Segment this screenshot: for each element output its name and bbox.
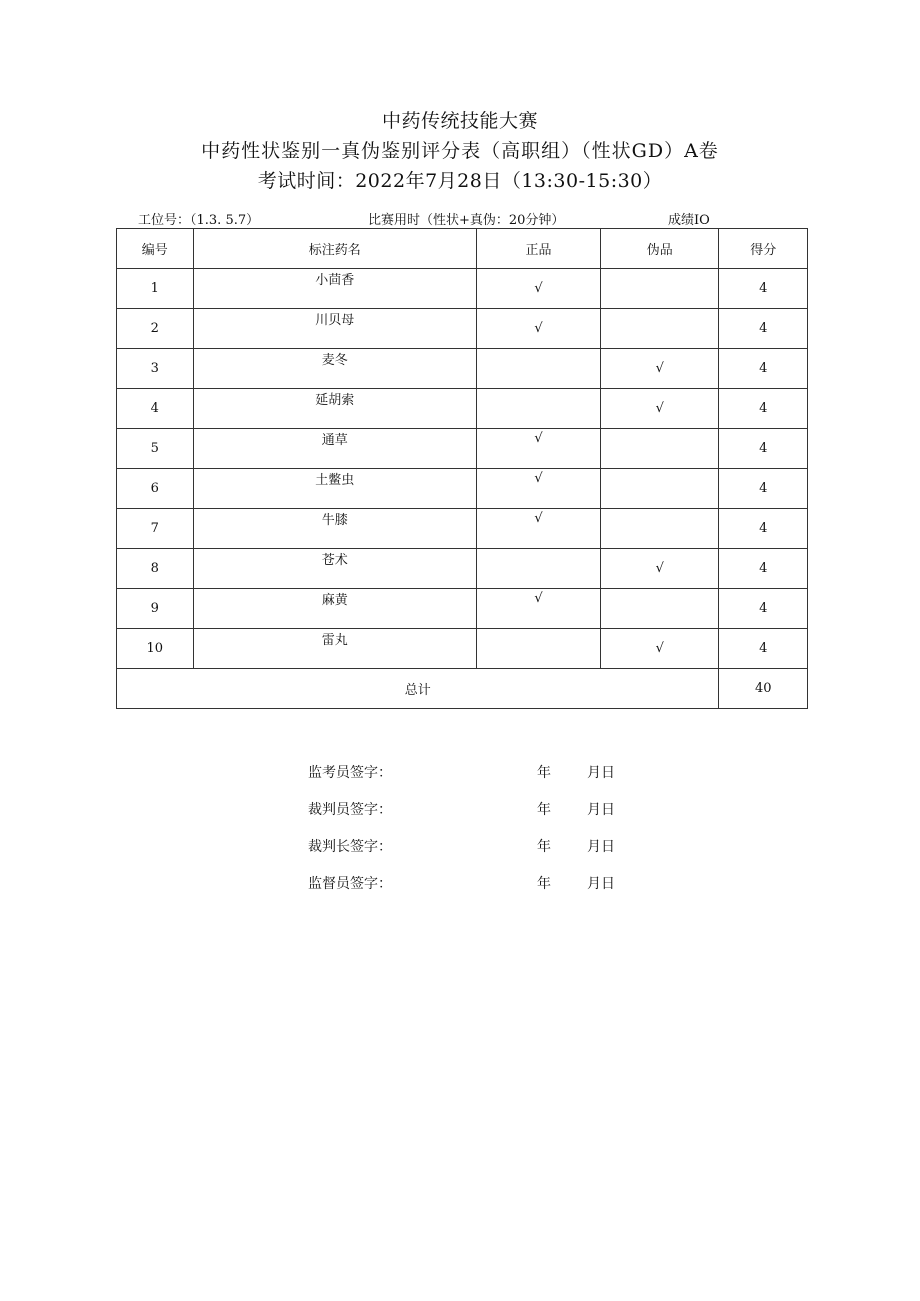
row-number-text: 10: [146, 641, 164, 656]
row-score-text: 4: [759, 361, 768, 376]
fake-mark: [601, 269, 719, 309]
total-label: 总计: [117, 669, 719, 709]
genuine-mark-text: √: [534, 591, 543, 606]
row-score: [719, 389, 808, 429]
genuine-mark: [476, 469, 600, 509]
document-title: [0, 106, 920, 196]
fake-mark: [601, 389, 719, 429]
fake-mark: [601, 349, 719, 389]
drug-name: [193, 629, 476, 669]
drug-name-text: 土鳖虫: [315, 473, 355, 488]
row-score: [719, 469, 808, 509]
row-score-text: 4: [759, 561, 768, 576]
fake-mark-text: √: [655, 641, 664, 656]
drug-name-text: 麦冬: [321, 353, 348, 368]
genuine-mark: [476, 629, 600, 669]
row-number-text: 3: [150, 361, 159, 376]
genuine-mark-text: √: [534, 281, 543, 296]
row-number-text: 4: [150, 401, 159, 416]
drug-name: [193, 469, 476, 509]
row-number: [117, 389, 194, 429]
fake-mark: [601, 509, 719, 549]
header-fake: 伪品: [601, 229, 719, 269]
row-score-text: 4: [759, 521, 768, 536]
row-score-text: 4: [759, 281, 768, 296]
row-number-text: 5: [150, 441, 159, 456]
drug-name: [193, 589, 476, 629]
genuine-mark: [476, 509, 600, 549]
table-row: [117, 349, 808, 389]
score-field: 成绩IO: [668, 213, 710, 228]
competition-title: 中药传统技能大赛: [381, 110, 538, 132]
drug-name-text: 延胡索: [315, 393, 355, 408]
row-number: [117, 589, 194, 629]
header-drug-name: 标注药名: [193, 229, 476, 269]
drug-name: [193, 389, 476, 429]
fake-mark: [601, 629, 719, 669]
drug-name-text: 雷丸: [321, 633, 348, 648]
row-number-text: 9: [150, 601, 159, 616]
fake-mark: [601, 429, 719, 469]
signature-row: [308, 762, 668, 799]
row-number: [117, 509, 194, 549]
signature-year: 年: [537, 765, 551, 781]
signature-row: [308, 799, 668, 836]
signature-label: 监考员签字：: [308, 765, 392, 781]
fake-mark: [601, 469, 719, 509]
table-row: [117, 389, 808, 429]
signature-section: [308, 762, 668, 910]
drug-name: [193, 269, 476, 309]
genuine-mark-text: √: [534, 511, 543, 526]
row-score: [719, 509, 808, 549]
genuine-mark: [476, 549, 600, 589]
row-score: [719, 549, 808, 589]
table-body: [117, 269, 808, 669]
signature-year: 年: [537, 876, 551, 892]
row-score-text: 4: [759, 441, 768, 456]
row-number-text: 6: [150, 481, 159, 496]
genuine-mark: [476, 269, 600, 309]
drug-name-text: 通草: [321, 433, 348, 448]
row-score: [719, 309, 808, 349]
time-used: 比赛用时（性状+真伪：20分钟）: [368, 213, 565, 228]
fake-mark: [601, 309, 719, 349]
drug-name: [193, 429, 476, 469]
genuine-mark: [476, 429, 600, 469]
table-row: [117, 589, 808, 629]
fake-mark: [601, 589, 719, 629]
genuine-mark-text: √: [534, 431, 543, 446]
drug-name: [193, 509, 476, 549]
drug-name-text: 麻黄: [321, 593, 348, 608]
row-score-text: 4: [759, 601, 768, 616]
row-score: [719, 629, 808, 669]
row-number: [117, 549, 194, 589]
table-header-row: [117, 229, 808, 269]
fake-mark-text: √: [655, 361, 664, 376]
table-row: [117, 629, 808, 669]
score-table: [116, 228, 808, 709]
signature-row: [308, 873, 668, 910]
fake-mark-text: √: [655, 401, 664, 416]
drug-name-text: 牛膝: [321, 513, 348, 528]
info-row: [138, 207, 818, 229]
drug-name: [193, 349, 476, 389]
total-value: 40: [719, 669, 808, 709]
row-number: [117, 469, 194, 509]
exam-time: 考试时间：2022年7月28日（13:30-15:30）: [257, 170, 663, 192]
genuine-mark-text: √: [534, 321, 543, 336]
drug-name-text: 小茴香: [315, 273, 355, 288]
row-score: [719, 349, 808, 389]
signature-label: 裁判员签字：: [308, 802, 392, 818]
genuine-mark: [476, 389, 600, 429]
row-score-text: 4: [759, 641, 768, 656]
signature-month-day: 月日: [587, 802, 615, 818]
table-row: [117, 269, 808, 309]
row-score: [719, 589, 808, 629]
total-row: [117, 669, 808, 709]
fake-mark-text: √: [655, 561, 664, 576]
row-number-text: 2: [150, 321, 159, 336]
table-row: [117, 469, 808, 509]
row-score-text: 4: [759, 401, 768, 416]
row-number-text: 7: [150, 521, 159, 536]
genuine-mark: [476, 349, 600, 389]
header-genuine: 正品: [476, 229, 600, 269]
row-score-text: 4: [759, 321, 768, 336]
signature-year: 年: [537, 802, 551, 818]
signature-row: [308, 836, 668, 873]
row-number: [117, 269, 194, 309]
genuine-mark: [476, 309, 600, 349]
signature-year: 年: [537, 839, 551, 855]
genuine-mark: [476, 589, 600, 629]
fake-mark: [601, 549, 719, 589]
drug-name: [193, 309, 476, 349]
drug-name: [193, 549, 476, 589]
station-number: 工位号：（1.3. 5.7）: [138, 213, 260, 228]
table-row: [117, 509, 808, 549]
signature-month-day: 月日: [587, 839, 615, 855]
signature-month-day: 月日: [587, 765, 615, 781]
header-number: 编号: [117, 229, 194, 269]
table-row: [117, 429, 808, 469]
row-number: [117, 349, 194, 389]
form-title: 中药性状鉴别一真伪鉴别评分表（高职组）（性状GD）A卷: [201, 140, 719, 162]
row-number-text: 8: [150, 561, 159, 576]
signature-label: 监督员签字：: [308, 876, 392, 892]
drug-name-text: 苍术: [321, 553, 348, 568]
table-row: [117, 549, 808, 589]
row-number: [117, 429, 194, 469]
signature-label: 裁判长签字：: [308, 839, 392, 855]
row-score: [719, 429, 808, 469]
header-score: 得分: [719, 229, 808, 269]
signature-month-day: 月日: [587, 876, 615, 892]
drug-name-text: 川贝母: [315, 313, 355, 328]
row-score: [719, 269, 808, 309]
row-number: [117, 309, 194, 349]
row-number-text: 1: [150, 281, 159, 296]
table-row: [117, 309, 808, 349]
row-number: [117, 629, 194, 669]
genuine-mark-text: √: [534, 471, 543, 486]
row-score-text: 4: [759, 481, 768, 496]
